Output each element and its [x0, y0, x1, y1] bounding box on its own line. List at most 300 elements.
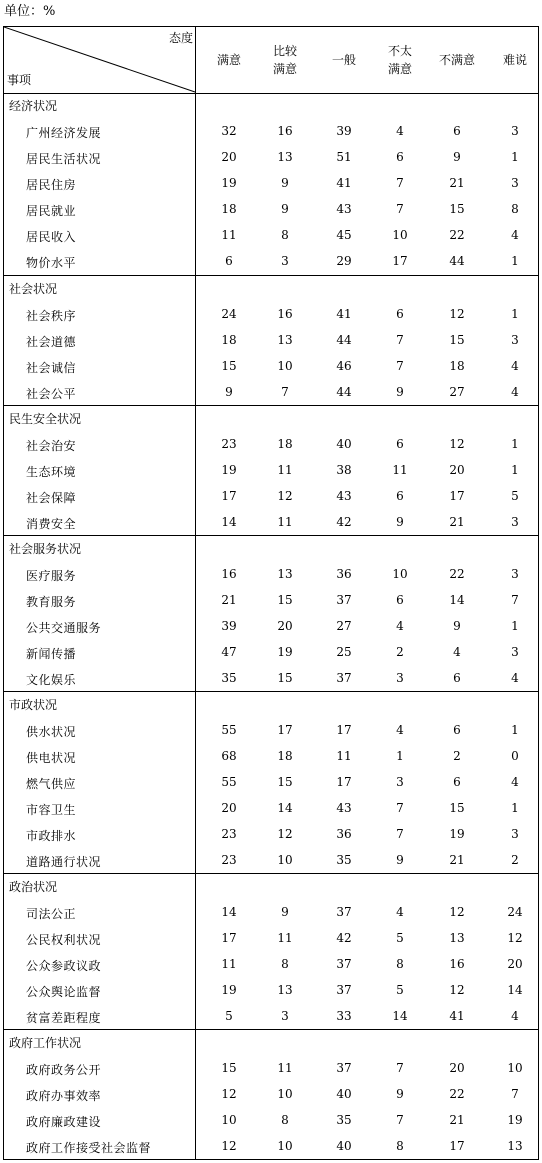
value-cell: 10 — [277, 1139, 293, 1153]
value-cell: 4 — [453, 645, 461, 659]
value-cell: 10 — [507, 1061, 523, 1075]
value-cell: 14 — [392, 1009, 408, 1023]
row-label: 市政排水 — [26, 829, 77, 843]
value-cell: 3 — [281, 1009, 289, 1023]
value-cell: 7 — [396, 202, 404, 216]
value-cell: 41 — [336, 307, 352, 321]
value-cell: 18 — [277, 749, 293, 763]
table-row — [4, 640, 538, 666]
value-cell: 3 — [511, 645, 519, 659]
column-header — [320, 27, 368, 93]
value-cell: 3 — [511, 827, 519, 841]
row-label: 政府办事效率 — [26, 1089, 102, 1103]
value-cell: 15 — [449, 202, 465, 216]
value-cell: 6 — [453, 775, 461, 789]
table-row — [4, 926, 538, 952]
section — [4, 535, 538, 692]
corner-diagonal — [4, 27, 196, 93]
value-cell: 2 — [396, 645, 404, 659]
section — [4, 691, 538, 874]
value-cell: 12 — [221, 1139, 237, 1153]
value-cell: 4 — [511, 775, 519, 789]
value-cell: 32 — [221, 124, 237, 138]
row-label: 贫富差距程度 — [26, 1011, 102, 1025]
value-cell: 8 — [511, 202, 519, 216]
value-cell: 42 — [336, 515, 352, 529]
row-label: 公众参政议政 — [26, 959, 102, 973]
value-cell: 27 — [336, 619, 352, 633]
value-cell: 20 — [221, 150, 237, 164]
column-header — [495, 27, 535, 93]
value-cell: 3 — [281, 254, 289, 268]
value-cell: 1 — [511, 801, 519, 815]
value-cell: 11 — [221, 957, 237, 971]
section-title: 政府工作状况 — [9, 1036, 82, 1050]
value-cell: 22 — [449, 1087, 465, 1101]
value-cell: 24 — [221, 307, 237, 321]
value-cell: 15 — [221, 1061, 237, 1075]
table-row — [4, 666, 538, 692]
value-cell: 68 — [221, 749, 237, 763]
row-label: 居民住房 — [26, 178, 77, 192]
value-cell: 6 — [396, 593, 404, 607]
value-cell: 10 — [277, 1087, 293, 1101]
value-cell: 39 — [221, 619, 237, 633]
value-cell: 47 — [221, 645, 237, 659]
value-cell: 43 — [336, 202, 352, 216]
value-cell: 3 — [511, 567, 519, 581]
unit-label: 单位：% — [4, 4, 56, 19]
value-cell: 21 — [449, 176, 465, 190]
value-cell: 17 — [449, 489, 465, 503]
value-cell: 3 — [511, 515, 519, 529]
value-cell: 14 — [221, 515, 237, 529]
table-row — [4, 354, 538, 380]
table-row — [4, 718, 538, 744]
value-cell: 3 — [396, 775, 404, 789]
value-cell: 12 — [221, 1087, 237, 1101]
value-cell: 3 — [511, 124, 519, 138]
corner-item-label: 事项 — [7, 73, 32, 87]
column-header-text: 比较 — [272, 44, 297, 58]
value-cell: 51 — [336, 150, 352, 164]
value-cell: 12 — [507, 931, 523, 945]
value-cell: 9 — [396, 1087, 404, 1101]
value-cell: 37 — [336, 593, 352, 607]
section — [4, 93, 538, 275]
value-cell: 29 — [336, 254, 352, 268]
value-cell: 42 — [336, 931, 352, 945]
column-header — [261, 27, 309, 93]
value-cell: 12 — [449, 905, 465, 919]
value-cell: 1 — [511, 254, 519, 268]
value-cell: 38 — [336, 463, 352, 477]
row-label: 消费安全 — [26, 517, 77, 531]
value-cell: 1 — [511, 619, 519, 633]
row-label: 教育服务 — [26, 595, 77, 609]
value-cell: 1 — [511, 150, 519, 164]
table-row — [4, 119, 538, 145]
value-cell: 40 — [336, 437, 352, 451]
value-cell: 4 — [511, 671, 519, 685]
value-cell: 3 — [396, 671, 404, 685]
table-row — [4, 432, 538, 458]
value-cell: 18 — [221, 202, 237, 216]
row-label: 供电状况 — [26, 751, 77, 765]
value-cell: 9 — [281, 202, 289, 216]
value-cell: 13 — [277, 150, 293, 164]
section-title: 社会服务状况 — [9, 542, 82, 556]
value-cell: 9 — [453, 619, 461, 633]
row-label: 政府工作接受社会监督 — [26, 1141, 152, 1155]
value-cell: 2 — [511, 853, 519, 867]
value-cell: 11 — [336, 749, 352, 763]
value-cell: 8 — [396, 1139, 404, 1153]
value-cell: 8 — [281, 228, 289, 242]
value-cell: 24 — [507, 905, 523, 919]
row-label: 市容卫生 — [26, 803, 77, 817]
value-cell: 5 — [396, 931, 404, 945]
value-cell: 10 — [221, 1113, 237, 1127]
table-row — [4, 614, 538, 640]
row-label: 社会治安 — [26, 439, 77, 453]
value-cell: 19 — [221, 176, 237, 190]
value-cell: 40 — [336, 1087, 352, 1101]
value-cell: 6 — [396, 489, 404, 503]
section-title: 政治状况 — [9, 880, 58, 894]
value-cell: 45 — [336, 228, 352, 242]
value-cell: 19 — [507, 1113, 523, 1127]
value-cell: 15 — [221, 359, 237, 373]
value-cell: 17 — [336, 775, 352, 789]
value-cell: 2 — [453, 749, 461, 763]
value-cell: 4 — [396, 723, 404, 737]
value-cell: 27 — [449, 385, 465, 399]
table-header — [4, 27, 538, 94]
row-label: 居民生活状况 — [26, 152, 102, 166]
value-cell: 17 — [221, 931, 237, 945]
table-row — [4, 822, 538, 848]
value-cell: 22 — [449, 228, 465, 242]
table-row — [4, 197, 538, 223]
value-cell: 11 — [392, 463, 408, 477]
value-cell: 41 — [336, 176, 352, 190]
value-cell: 12 — [449, 437, 465, 451]
value-cell: 6 — [453, 124, 461, 138]
value-cell: 7 — [396, 1113, 404, 1127]
value-cell: 44 — [336, 333, 352, 347]
table-row — [4, 796, 538, 822]
value-cell: 4 — [511, 359, 519, 373]
value-cell: 13 — [507, 1139, 523, 1153]
row-label: 社会秩序 — [26, 309, 77, 323]
value-cell: 35 — [336, 1113, 352, 1127]
value-cell: 7 — [396, 801, 404, 815]
value-cell: 11 — [277, 463, 293, 477]
section-title: 经济状况 — [9, 99, 58, 113]
table-row — [4, 1082, 538, 1108]
value-cell: 11 — [221, 228, 237, 242]
value-cell: 19 — [221, 463, 237, 477]
value-cell: 23 — [221, 853, 237, 867]
value-cell: 43 — [336, 801, 352, 815]
value-cell: 6 — [396, 437, 404, 451]
value-cell: 35 — [336, 853, 352, 867]
row-label: 政府政务公开 — [26, 1063, 102, 1077]
table-row — [4, 1108, 538, 1134]
value-cell: 20 — [277, 619, 293, 633]
value-cell: 22 — [449, 567, 465, 581]
value-cell: 41 — [449, 1009, 465, 1023]
value-cell: 13 — [277, 567, 293, 581]
value-cell: 17 — [336, 723, 352, 737]
table-row — [4, 848, 538, 874]
value-cell: 1 — [396, 749, 404, 763]
column-header-text: 满意 — [387, 62, 412, 76]
value-cell: 13 — [277, 333, 293, 347]
value-cell: 18 — [277, 437, 293, 451]
table-row — [4, 380, 538, 406]
table-row — [4, 744, 538, 770]
value-cell: 11 — [277, 931, 293, 945]
satisfaction-table — [3, 26, 539, 1160]
value-cell: 14 — [449, 593, 465, 607]
value-cell: 5 — [396, 983, 404, 997]
row-label: 司法公正 — [26, 907, 77, 921]
table-row — [4, 562, 538, 588]
row-label: 社会保障 — [26, 491, 77, 505]
corner-attitude-label: 态度 — [169, 31, 194, 45]
value-cell: 0 — [511, 749, 519, 763]
value-cell: 35 — [221, 671, 237, 685]
table-row — [4, 588, 538, 614]
value-cell: 6 — [225, 254, 233, 268]
section — [4, 873, 538, 1030]
value-cell: 55 — [221, 723, 237, 737]
value-cell: 16 — [221, 567, 237, 581]
value-cell: 21 — [221, 593, 237, 607]
value-cell: 23 — [221, 827, 237, 841]
value-cell: 33 — [336, 1009, 352, 1023]
value-cell: 10 — [277, 359, 293, 373]
row-label: 居民收入 — [26, 230, 77, 244]
value-cell: 6 — [396, 307, 404, 321]
value-cell: 10 — [277, 853, 293, 867]
value-cell: 7 — [281, 385, 289, 399]
row-label: 政府廉政建设 — [26, 1115, 102, 1129]
value-cell: 7 — [511, 593, 519, 607]
value-cell: 37 — [336, 1061, 352, 1075]
value-cell: 17 — [449, 1139, 465, 1153]
value-cell: 10 — [392, 228, 408, 242]
value-cell: 11 — [277, 1061, 293, 1075]
value-cell: 37 — [336, 983, 352, 997]
column-header — [376, 27, 424, 93]
column-header-text: 不满意 — [438, 53, 475, 67]
row-label: 公共交通服务 — [26, 621, 102, 635]
value-cell: 7 — [396, 827, 404, 841]
row-label: 公民权利状况 — [26, 933, 102, 947]
value-cell: 20 — [449, 463, 465, 477]
value-cell: 10 — [392, 567, 408, 581]
section-title: 社会状况 — [9, 282, 58, 296]
row-label: 生态环境 — [26, 465, 77, 479]
value-cell: 9 — [396, 853, 404, 867]
row-label: 社会公平 — [26, 387, 77, 401]
value-cell: 55 — [221, 775, 237, 789]
value-cell: 21 — [449, 515, 465, 529]
table-row — [4, 770, 538, 796]
value-cell: 16 — [449, 957, 465, 971]
section — [4, 275, 538, 406]
value-cell: 7 — [396, 333, 404, 347]
value-cell: 9 — [396, 515, 404, 529]
column-header — [205, 27, 253, 93]
value-cell: 4 — [511, 385, 519, 399]
value-cell: 6 — [453, 671, 461, 685]
row-label: 燃气供应 — [26, 777, 77, 791]
table-row — [4, 145, 538, 171]
value-cell: 19 — [221, 983, 237, 997]
table-row — [4, 458, 538, 484]
value-cell: 4 — [396, 124, 404, 138]
value-cell: 15 — [449, 801, 465, 815]
value-cell: 3 — [511, 176, 519, 190]
value-cell: 14 — [507, 983, 523, 997]
value-cell: 11 — [277, 515, 293, 529]
value-cell: 1 — [511, 723, 519, 737]
value-cell: 46 — [336, 359, 352, 373]
section-title: 民生安全状况 — [9, 412, 82, 426]
section — [4, 405, 538, 536]
value-cell: 7 — [511, 1087, 519, 1101]
value-cell: 17 — [392, 254, 408, 268]
value-cell: 1 — [511, 307, 519, 321]
row-label: 物价水平 — [26, 256, 77, 270]
row-label: 社会诚信 — [26, 361, 77, 375]
column-header-text: 不太 — [387, 44, 412, 58]
value-cell: 1 — [511, 437, 519, 451]
column-header-text: 满意 — [272, 62, 297, 76]
value-cell: 16 — [277, 307, 293, 321]
value-cell: 19 — [277, 645, 293, 659]
value-cell: 5 — [225, 1009, 233, 1023]
value-cell: 8 — [396, 957, 404, 971]
table-row — [4, 249, 538, 275]
value-cell: 7 — [396, 359, 404, 373]
value-cell: 36 — [336, 567, 352, 581]
value-cell: 16 — [277, 124, 293, 138]
value-cell: 4 — [511, 1009, 519, 1023]
value-cell: 15 — [277, 775, 293, 789]
row-label: 新闻传播 — [26, 647, 77, 661]
value-cell: 15 — [277, 671, 293, 685]
value-cell: 9 — [225, 385, 233, 399]
value-cell: 15 — [277, 593, 293, 607]
value-cell: 4 — [511, 228, 519, 242]
table-row — [4, 510, 538, 536]
value-cell: 12 — [277, 827, 293, 841]
table-row — [4, 978, 538, 1004]
value-cell: 4 — [396, 905, 404, 919]
table-row — [4, 900, 538, 926]
value-cell: 14 — [277, 801, 293, 815]
value-cell: 37 — [336, 957, 352, 971]
row-label: 社会道德 — [26, 335, 77, 349]
table-row — [4, 952, 538, 978]
value-cell: 9 — [281, 176, 289, 190]
section-title: 市政状况 — [9, 698, 58, 712]
table-row — [4, 223, 538, 249]
row-label: 道路通行状况 — [26, 855, 102, 869]
table-row — [4, 171, 538, 197]
value-cell: 23 — [221, 437, 237, 451]
value-cell: 18 — [449, 359, 465, 373]
table-row — [4, 1134, 538, 1160]
value-cell: 4 — [396, 619, 404, 633]
row-label: 供水状况 — [26, 725, 77, 739]
table-row — [4, 1056, 538, 1082]
value-cell: 20 — [221, 801, 237, 815]
value-cell: 13 — [277, 983, 293, 997]
table-row — [4, 484, 538, 510]
row-label: 文化娱乐 — [26, 673, 77, 687]
row-label: 公众舆论监督 — [26, 985, 102, 999]
value-cell: 3 — [511, 333, 519, 347]
value-cell: 14 — [221, 905, 237, 919]
value-cell: 12 — [277, 489, 293, 503]
value-cell: 7 — [396, 1061, 404, 1075]
value-cell: 44 — [449, 254, 465, 268]
value-cell: 37 — [336, 671, 352, 685]
value-cell: 9 — [396, 385, 404, 399]
section — [4, 1029, 538, 1160]
column-header-text: 难说 — [502, 53, 527, 67]
value-cell: 36 — [336, 827, 352, 841]
value-cell: 12 — [449, 983, 465, 997]
value-cell: 5 — [511, 489, 519, 503]
column-header — [427, 27, 487, 93]
value-cell: 43 — [336, 489, 352, 503]
value-cell: 1 — [511, 463, 519, 477]
value-cell: 8 — [281, 1113, 289, 1127]
value-cell: 40 — [336, 1139, 352, 1153]
table-row — [4, 328, 538, 354]
table-row — [4, 1004, 538, 1030]
value-cell: 37 — [336, 905, 352, 919]
value-cell: 7 — [396, 176, 404, 190]
value-cell: 6 — [396, 150, 404, 164]
value-cell: 15 — [449, 333, 465, 347]
value-cell: 6 — [453, 723, 461, 737]
value-cell: 9 — [453, 150, 461, 164]
row-label: 居民就业 — [26, 204, 77, 218]
value-cell: 25 — [336, 645, 352, 659]
value-cell: 20 — [507, 957, 523, 971]
value-cell: 12 — [449, 307, 465, 321]
value-cell: 13 — [449, 931, 465, 945]
value-cell: 18 — [221, 333, 237, 347]
value-cell: 19 — [449, 827, 465, 841]
value-cell: 8 — [281, 957, 289, 971]
value-cell: 21 — [449, 1113, 465, 1127]
value-cell: 20 — [449, 1061, 465, 1075]
row-label: 广州经济发展 — [26, 126, 102, 140]
column-header-text: 一般 — [331, 53, 356, 67]
row-label: 医疗服务 — [26, 569, 77, 583]
value-cell: 21 — [449, 853, 465, 867]
value-cell: 17 — [277, 723, 293, 737]
